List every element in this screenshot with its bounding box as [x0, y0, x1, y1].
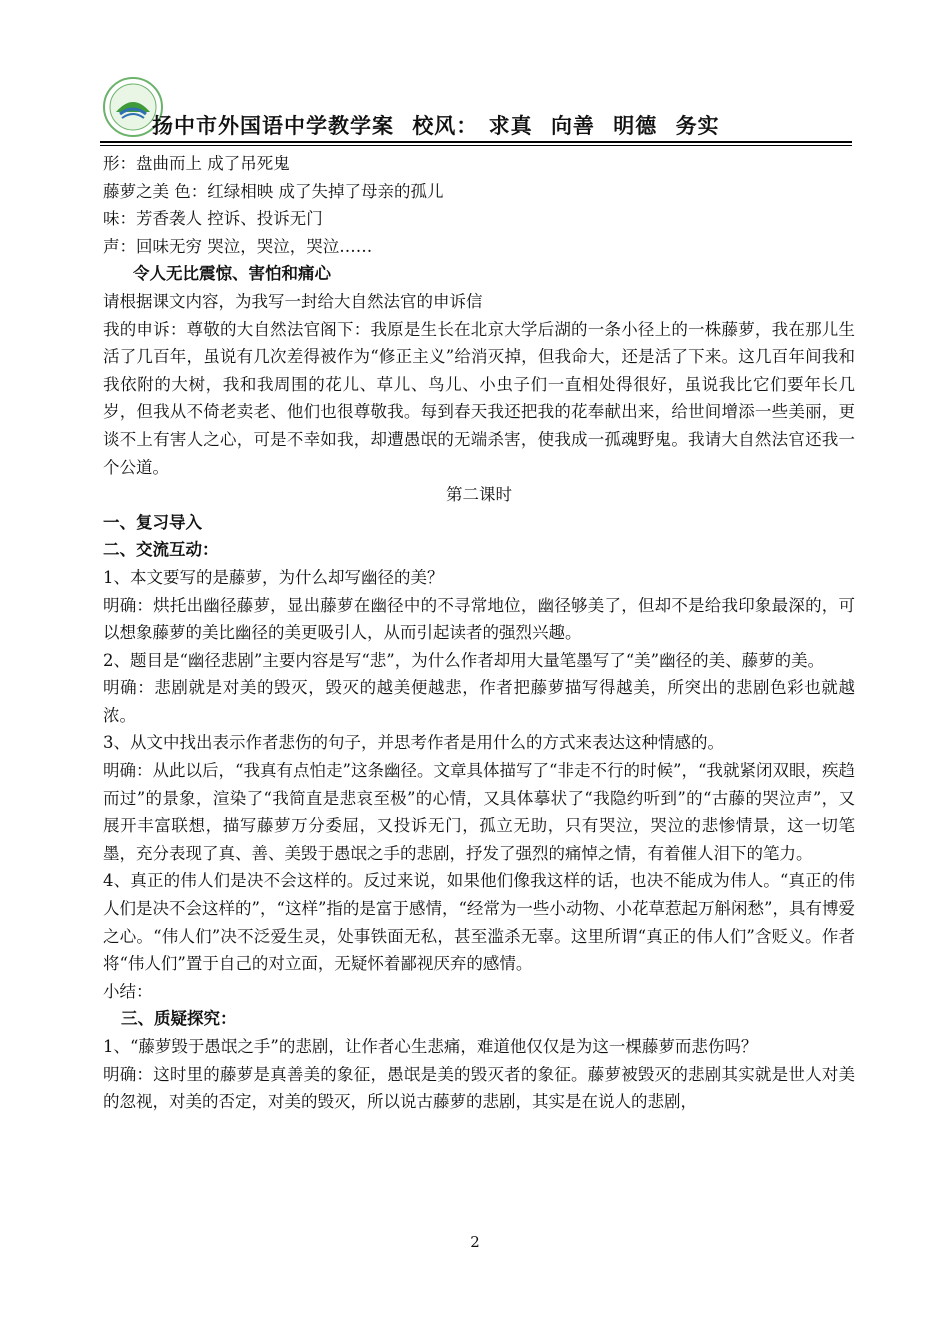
emphasis-line: 令人无比震惊、害怕和痛心: [133, 264, 331, 284]
text-line: 小结：: [103, 981, 153, 1001]
question: 2、题目是“幽径悲剧”主要内容是写“悲”，为什么作者却用大量笔墨写了“美”幽径的美、藤萝的美。: [103, 650, 825, 670]
question: 1、“藤萝毁于愚氓之手”的悲剧，让作者心生悲痛，难道他仅仅是为这一棵藤萝而悲伤吗？: [103, 1037, 758, 1056]
motto-item: 明德: [613, 113, 658, 138]
header-title: [152, 110, 730, 140]
section-heading: 第二课时: [446, 485, 512, 505]
document-body: [103, 150, 855, 1116]
paragraph: 我的申诉：尊敬的大自然法官阁下：我原是生长在北京大学后湖的一条小径上的一株藤萝，我在那儿生活了几百年，虽说有几次差得被作为“修正主义”给消灭掉，但我命大，还是活了下来。这几百年间我和我依附的大树，我和我周围的花儿、草儿、鸟儿、小虫子们一直相处得很好，虽说我比它们要年长几岁，但我从不倚老卖老、他们也很尊敬我。每到春天我还把我的花奉献出来，给世间增添一些美丽，更谈不上有害人之心，可是不幸如我，却遭愚氓的无端杀害，使我成一孤魂野鬼。我请大自然法官还我一个公道。: [103, 319, 855, 477]
answer: 明确：烘托出幽径藤萝，显出藤萝在幽径中的不寻常地位，幽径够美了，但却不是给我印象最深的，可以想象藤萝的美比幽径的美更吸引人，从而引起读者的强烈兴趣。: [103, 595, 855, 643]
text-line: 形：盘曲而上 成了吊死鬼: [103, 154, 290, 173]
text-line: 味：芳香袭人 控诉、投诉无门: [103, 209, 323, 229]
header-rule: [100, 141, 852, 143]
motto-label: 校风：: [412, 113, 479, 138]
paragraph: 4、真正的伟人们是决不会这样的。反过来说，如果他们像我这样的话，也决不能成为伟人。“真正的伟人们是决不会这样的”，“这样”指的是富于感情，“经常为一些小动物、小花草惹起万斛闲愁”，具有博爱之心。“伟人们”决不泛爱生灵，处事铁面无私，甚至滥杀无辜。这里所谓“真正的伟人们”含贬义。作者将“伟人们”置于自己的对立面，无疑怀着鄙视厌弃的感情。: [103, 871, 855, 974]
motto-item: 求真: [488, 113, 533, 138]
text-line: 藤萝之美 色：红绿相映 成了失掉了母亲的孤儿: [103, 181, 444, 201]
question: 1、本文要写的是藤萝，为什么却写幽径的美？: [103, 567, 444, 587]
section-heading: 二、交流互动：: [103, 540, 219, 560]
section-heading: 一、复习导入: [103, 512, 202, 532]
header-rule-thin: [100, 145, 852, 146]
text-line: 声：回味无穷 哭泣，哭泣，哭泣……: [103, 236, 373, 256]
motto-item: 务实: [675, 113, 720, 138]
section-heading: 三、质疑探究：: [121, 1009, 237, 1029]
answer: 明确：这时里的藤萝是真善美的象征，愚氓是美的毁灭者的象征。藤萝被毁灭的悲剧其实就是世人对美的忽视，对美的否定，对美的毁灭，所以说古藤萝的悲剧，其实是在说人的悲剧，: [103, 1064, 855, 1112]
question: 3、从文中找出表示作者悲伤的句子，并思考作者是用什么的方式来表达这种情感的。: [103, 733, 724, 753]
page-number: 2: [470, 1233, 480, 1251]
answer: 明确：悲剧就是对美的毁灭，毁灭的越美便越悲，作者把藤萝描写得越美，所突出的悲剧色彩也就越浓。: [103, 678, 855, 725]
motto-item: 向善: [550, 113, 595, 138]
page-header: [98, 72, 858, 142]
answer: 明确：从此以后，“我真有点怕走”这条幽径。文章具体描写了“非走不行的时候”，“我就紧闭双眼，疾趋而过”的景象，渲染了“我简直是悲哀至极”的心情，又具体摹状了“我隐约听到”的“古藤的哭泣声”，又展开丰富联想，描写藤萝万分委屈，又投诉无门，孤立无助，只有哭泣，哭泣的悲惨情景，这一切笔墨，充分表现了真、善、美毁于愚氓之手的悲剧，抒发了强烈的痛悼之情，有着催人泪下的笔力。: [103, 761, 855, 863]
school-name: 扬中市外国语中学教学案: [152, 113, 394, 138]
text-line: 请根据课文内容，为我写一封给大自然法官的申诉信: [103, 291, 483, 311]
